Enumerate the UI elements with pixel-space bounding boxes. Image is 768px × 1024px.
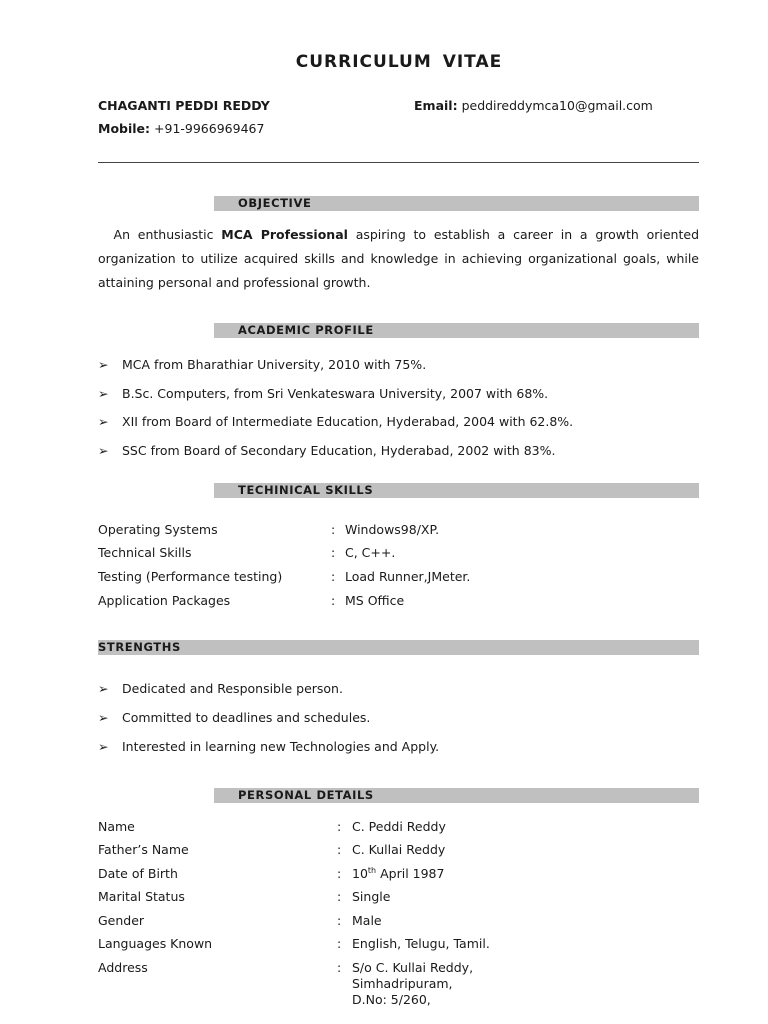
skill-colon: : [331,522,336,537]
skill-colon: : [331,545,336,560]
skill-value: MS Office [345,593,405,608]
address-line: Simhadripuram, [352,976,453,991]
skill-colon: : [331,569,336,584]
skill-value: Windows98/XP. [345,522,440,537]
mobile-value: +91-9966969467 [154,121,265,136]
skill-label: Application Packages [98,593,231,608]
section-heading-personal: PERSONAL DETAILS [214,788,699,803]
personal-value: C. Kullai Reddy [352,842,446,857]
bullet-arrow-icon: ➢ [98,443,109,458]
email-label: Email: [414,98,458,113]
personal-value: 10th April 1987 [352,866,445,882]
personal-colon: : [337,913,342,928]
bullet-arrow-icon: ➢ [98,710,109,725]
skill-label: Operating Systems [98,522,218,537]
personal-value: C. Peddi Reddy [352,819,446,834]
header-divider [98,162,699,163]
section-heading-objective: OBJECTIVE [214,196,699,211]
bullet-arrow-icon: ➢ [98,414,109,429]
objective-text-post: aspiring to establish a career in a growth oriented organization to utilize acquired skills and knowledge in achieving organizational goals, while attaining personal and professional growth. [98,227,700,290]
email-line [414,98,653,113]
personal-value: Male [352,913,382,928]
candidate-name: CHAGANTI PEDDI REDDY [98,98,270,113]
section-heading-strengths: STRENGTHS [98,640,699,655]
personal-value: English, Telugu, Tamil. [352,936,490,951]
personal-value: S/o C. Kullai Reddy, [352,960,474,975]
bullet-arrow-icon: ➢ [98,357,109,372]
personal-colon: : [337,936,342,951]
personal-colon: : [337,889,342,904]
list-item: ➢ B.Sc. Computers, from Sri Venkateswara University, 2007 with 68%. [98,386,549,401]
skill-colon: : [331,593,336,608]
bullet-arrow-icon: ➢ [98,739,109,754]
mobile-label: Mobile: [98,121,151,136]
personal-label: Marital Status [98,889,185,904]
address-line: D.No: 5/260, [352,992,431,1007]
skill-label: Technical Skills [98,545,192,560]
list-item: ➢ SSC from Board of Secondary Education, Hyderabad, 2002 with 83%. [98,443,556,458]
skill-value: C, C++. [345,545,396,560]
personal-label: Date of Birth [98,866,178,881]
personal-label: Languages Known [98,936,213,951]
personal-colon: : [337,960,342,975]
personal-colon: : [337,819,342,834]
personal-colon: : [337,842,342,857]
skill-label: Testing (Performance testing) [98,569,283,584]
skill-value: Load Runner,JMeter. [345,569,471,584]
document-title: CURRICULUM VITAE [295,52,503,72]
list-item: ➢ Committed to deadlines and schedules. [98,710,371,725]
email-value: peddireddymca10@gmail.com [461,98,653,113]
list-item: ➢ Interested in learning new Technologies and Apply. [98,739,440,754]
section-heading-skills: TECHINICAL SKILLS [214,483,699,498]
bullet-arrow-icon: ➢ [98,681,109,696]
objective-text-bold: MCA Professional [221,227,348,242]
bullet-arrow-icon: ➢ [98,386,109,401]
list-item: ➢ XII from Board of Intermediate Education, Hyderabad, 2004 with 62.8%. [98,414,574,429]
list-item: ➢ Dedicated and Responsible person. [98,681,343,696]
list-item: ➢ MCA from Bharathiar University, 2010 with 75%. [98,357,427,372]
mobile-line [98,121,264,136]
section-heading-academic: ACADEMIC PROFILE [214,323,699,338]
objective-text-pre: An enthusiastic [113,227,222,242]
personal-value: Single [352,889,391,904]
personal-label: Father’s Name [98,842,189,857]
personal-label: Address [98,960,148,975]
personal-colon: : [337,866,342,881]
personal-label: Name [98,819,135,834]
objective-text [98,223,699,295]
personal-label: Gender [98,913,145,928]
